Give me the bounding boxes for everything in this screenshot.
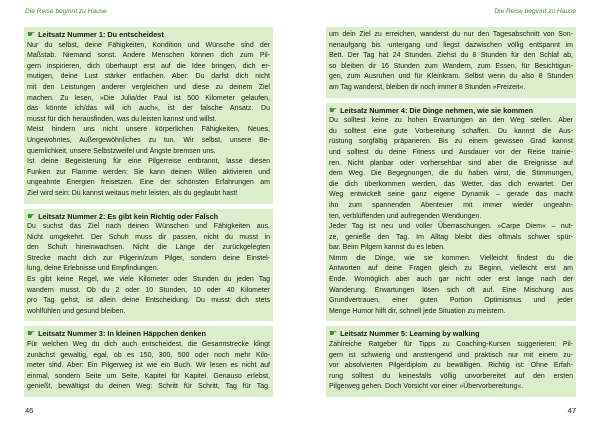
text-line: Nur du selbst, deine Fähigkeiten, Kondition und Wünsche sind der: [27, 41, 270, 49]
box-heading: [27, 30, 270, 41]
text-line: Weg entwickelt seine ganz eigene Dynamik – gerade das macht: [329, 191, 573, 199]
box-heading-text: Leitsatz Nummer 4: Die Dinge nehmen, wie sie kommen: [340, 105, 534, 115]
text-line: genießt, bewältigst du deinen Weg: Schritt für Schritt, Tag für Tag.: [27, 383, 270, 391]
text-line: wohlfühlen und gesund bleiben.: [27, 307, 126, 315]
text-line: gen, zum Ausruhen und für Kleinkram. Selbst wenn du also 8 Stunden: [329, 73, 573, 81]
text-line: mutigen, deine Lust stärker entfachen. Aber: Du darfst dich nicht: [27, 73, 270, 81]
right-page-column: [326, 27, 576, 402]
paragraph: [27, 340, 270, 393]
pointing-hand-icon: ☛: [329, 329, 338, 340]
text-line: Ungewohntes, Außergewöhnliches zu tun. Wir selbst, unsere Be-: [27, 136, 270, 144]
page-number: 47: [567, 406, 576, 415]
text-line: das könnte ich/das will ich auch«, ist der falsche Ansatz. Du: [27, 105, 270, 113]
paragraph: [27, 275, 270, 317]
paragraph: [27, 157, 270, 199]
text-line: und solltest du deine Fitness und Ausdauer vor der Reise trainie-: [329, 148, 573, 156]
text-line: nenaufgang bis -untergang und liegst dazwischen völlig entspannt im: [329, 41, 573, 49]
text-line: Ende. Womöglich aber auch gar nicht oder erst lange nach der: [329, 276, 573, 284]
left-page-column: [24, 27, 273, 402]
running-head: Die Reise beginnt zu Hause: [494, 8, 576, 15]
text-line: Du suchst das Ziel nach deinen Wünschen und Fähigkeiten aus.: [27, 223, 270, 231]
box-heading-text: Leitsatz Nummer 2: Es gibt kein Richtig oder Falsch: [38, 211, 219, 221]
paragraph: [27, 125, 270, 157]
box-heading-text: Leitsatz Nummer 5: Learning by walking: [340, 329, 480, 339]
box-heading: [329, 106, 573, 117]
paragraph: [329, 116, 573, 222]
text-line: du solltest eine gute Vorbereitung schaffen. Du kannst die Aus-: [329, 127, 573, 135]
text-line: Ziel wird sein: Du kannst weitaus mehr leisten, als du geglaubt hast!: [27, 189, 238, 197]
text-line: Nicht umgekehrt. Der Schuh muss dir passen, nicht du musst in: [27, 233, 270, 241]
text-line: zunächst gewaltig, egal, ob es 150, 300, 500 oder noch mehr Kilo-: [27, 351, 270, 359]
right-page: [300, 0, 600, 428]
text-line: musst für dich herausfinden, was du leisten kannst und willst.: [27, 115, 217, 123]
paragraph: [27, 41, 270, 126]
text-line: den Schuh hineinwachsen. Nicht die Länge der zurückgelegten: [27, 244, 270, 252]
text-line: ihn zum spannenden Abenteuer mit immer wieder ungeahn-: [329, 201, 573, 209]
text-line: Nimm die Dinge, wie sie kommen. Vielleicht findest du die: [329, 254, 573, 262]
continued-text-box: [326, 27, 576, 98]
text-line: Bett. Der Tag hat 24 Stunden. Ziehst du 8 Stunden für den Schlaf ab,: [329, 52, 573, 60]
leitsatz-box: [24, 209, 273, 322]
text-line: einmal, sondern Seite um Seite, Kapitel für Kapitel. Genauso erlebst,: [27, 372, 270, 380]
text-line: um dein Ziel zu erreichen, wanderst du nur den Tagesabschnitt von Son-: [329, 31, 573, 38]
text-line: rüstung sorgfältig präparieren. Bis zu einem gewissen Grad kannst: [329, 138, 573, 146]
text-line: machen. Zu lesen, »Die Julia/der Paul ist 500 Kilometer gelaufen,: [27, 94, 270, 102]
text-line: Meist hindern uns nicht unsere körperlichen Fähigkeiten, Neues,: [27, 126, 270, 134]
text-line: quemlichkeit, unsere Selbstzweifel und Ängste bremsen uns.: [27, 147, 216, 155]
text-line: Pilgerweg gehen. Doch Vorsicht vor einer »Übervorbereitung«.: [329, 383, 524, 391]
paragraph: [329, 340, 573, 393]
text-line: Es gibt keine Regel, wie viele Kilometer oder Stunden du jeden Tag: [27, 276, 270, 284]
text-line: am Tag wanderst, bleiben dir noch immer 8 Stunden »Freizeit«.: [329, 83, 526, 91]
text-line: Menge Humor hilft dir, schnell jede Situation zu meistern.: [329, 307, 506, 315]
leitsatz-box: [24, 326, 273, 397]
paragraph: [27, 222, 270, 275]
text-line: ze, genieße den Tag. Im Alltag bleibt dies oftmals schwer spür-: [329, 233, 573, 241]
text-line: Antworten auf deine Fragen gleich zu Beginn, vielleicht erst am: [329, 265, 573, 273]
text-line: meter sind. Aber: Ein Pilgerweg ist wie ein Buch. Wir lesen es nicht auf: [27, 362, 270, 370]
text-line: Wanderung. Erwartungen lösen sich oft auf. Eine Mischung aus: [329, 286, 573, 294]
box-heading: [27, 329, 270, 340]
text-line: ren. Nicht planbar oder vorhersehbar sind aber die Ereignisse auf: [329, 159, 573, 167]
text-line: dem Weg. Die Begegnungen, die du haben wirst, die Stimmungen,: [329, 170, 573, 178]
text-line: Jeder Tag ist neu und voller Überraschungen. »Carpe Diem« – nut-: [329, 223, 573, 231]
paragraph: [329, 222, 573, 254]
page-number: 46: [25, 406, 34, 415]
text-line: gern ist schwierig und anstrengend und praktisch nur mit einem zu-: [329, 351, 573, 359]
text-line: gern inspirieren, dich überhaupt erst auf die Idee bringen, dich er-: [27, 62, 270, 70]
text-line: mit den Leistungen anderer vergleichen und diese zu deinem Ziel: [27, 83, 270, 91]
text-line: vor absolvierten Pilgerdiplom zu bewältigen. Richtig ist: Ohne Erfah-: [329, 362, 573, 370]
pointing-hand-icon: ☛: [27, 211, 36, 222]
text-line: Grundvertrauen, einer guten Portion Optimismus und jeder: [329, 297, 573, 305]
pointing-hand-icon: ☛: [27, 329, 36, 340]
text-line: Ist deine Begeisterung für eine Pilgerreise entbrannt, lasse diesen: [27, 158, 270, 166]
text-line: lung, deine Erlebnisse und Empfindungen.: [27, 265, 159, 273]
pointing-hand-icon: ☛: [27, 30, 36, 40]
text-line: wandern musst. Ob du 2 oder 10 Stunden, 10 oder 40 Kilometer: [27, 286, 270, 294]
text-line: ten, verblüffenden und aufregenden Wendungen.: [329, 212, 482, 220]
box-heading-text: Leitsatz Nummer 3: In kleinen Häppchen denken: [38, 329, 206, 339]
paragraph: [329, 254, 573, 318]
text-line: rung solltest du keinesfalls völlig unvorbereitet auf den ersten: [329, 372, 573, 380]
leitsatz-box: [24, 27, 273, 204]
leitsatz-box: [326, 326, 576, 397]
text-line: Maßstab. Niemand sonst. Andere Menschen können dich zum Pil-: [27, 52, 270, 60]
text-line: ungeahnte Energien freisetzen. Eine der schönsten Erfahrungen am: [27, 179, 270, 187]
text-line: bar. Beim Pilgern kannst du es leben.: [329, 244, 445, 252]
text-line: Zahlreiche Ratgeber für Tipps zu Coaching-Kursen suggerieren: Pil-: [329, 341, 573, 349]
running-head: Die Reise beginnt zu Hause: [25, 8, 107, 15]
pointing-hand-icon: ☛: [329, 105, 338, 116]
text-line: Du solltest keine zu hohen Erwartungen an den Weg stellen. Aber: [329, 117, 573, 125]
leitsatz-box: [326, 103, 576, 322]
text-line: Strecke macht dich zur Pilgerin/zum Pilger, sondern deine Einstel-: [27, 254, 270, 262]
paragraph: [329, 30, 573, 94]
text-line: Für welchen Weg du dich auch entscheidest, die Gesamtstrecke klingt: [27, 341, 270, 349]
box-heading-text: Leitsatz Nummer 1: Du entscheidest: [38, 30, 164, 39]
text-line: die dich überkommen werden, das Wetter, das dich erwartet. Der: [329, 180, 573, 188]
text-line: so bleiben dir 16 Stunden zum Wandern, zum Essen, für Besichtigun-: [329, 62, 573, 70]
text-line: pro Tag gehst, ist allein deine Entscheidung. Du musst dich stets: [27, 297, 270, 305]
box-heading: [27, 212, 270, 223]
text-line: Funken zur Flamme werden: Sie kann deinen Willen aktivieren und: [27, 168, 270, 176]
box-heading: [329, 329, 573, 340]
